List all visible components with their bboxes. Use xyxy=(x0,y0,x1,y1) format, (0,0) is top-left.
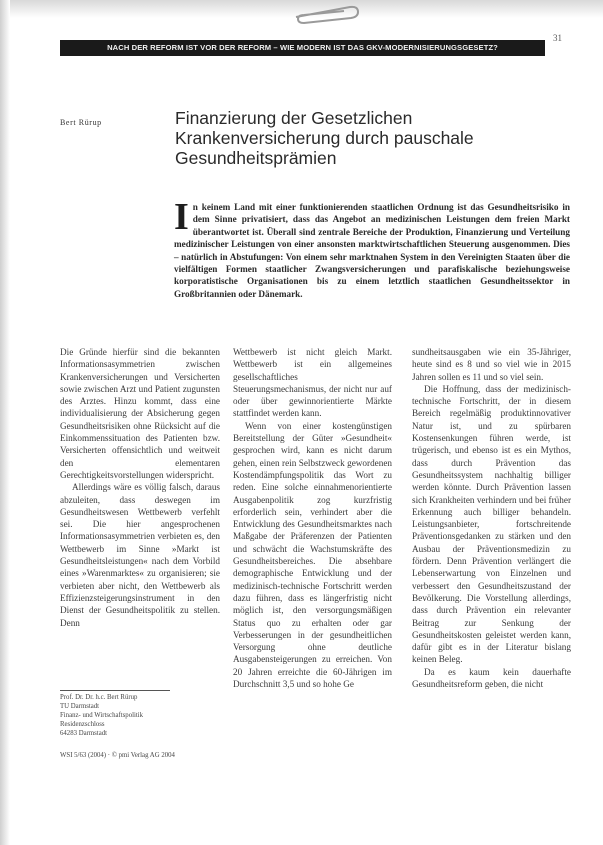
paragraph: Wenn von einer kostengünstigen Bereitstellung der Güter »Gesundheit« gesprochen wird, kann es nicht darum gehen, einen rein Selbstzweck gewordenen Kostendämpfungspolitik das Wort zu reden. Eine solche einnahmenorientierte Ausgabenpolitik zog kurzfristig erforderlich sein, verhindert aber die Entwicklung des Gesundheitsmarktes nach Maßgabe der Präferenzen der Patienten und schwächt die Wachstumskräfte des Gesundheitsbereiches. Die absehbare demographische Entwicklung und der medizinisch-technische Fortschritt werden dazu führen, dass es längerfristig nicht möglich ist, den versorgungsmäßigen Status quo zu erhalten oder gar Verbesserungen in der gesundheitlichen Versorgung ohne deutliche Ausgabensteigerungen zu erreichen. Von 20 Jahren erreichte die 60-Jährigen im Durchschnitt 3,5 und so hohe Ge xyxy=(233,420,392,690)
drop-cap: I xyxy=(174,196,189,238)
body-column-1 xyxy=(60,346,220,629)
affiliation-line: TU Darmstadt xyxy=(60,703,100,710)
paperclip-icon xyxy=(292,3,362,25)
author-affiliation xyxy=(60,693,220,738)
abstract xyxy=(174,196,570,300)
body-column-2 xyxy=(233,346,392,690)
title-line: Gesundheitsprämien xyxy=(175,148,337,168)
title-line: Finanzierung der Gesetzlichen xyxy=(175,108,413,128)
paragraph: Da es kaum kein dauerhafte Gesundheitsreform geben, die nicht xyxy=(412,666,571,690)
paragraph: sundheitsausgaben wie ein 35-Jähriger, heute sind es 8 und so viel wie in 2015 Jahren sollen es 11 und so viel sein. xyxy=(412,347,571,382)
paragraph: Die Hoffnung, dass der medizinisch-technische Fortschritt, der in diesem Bereich regelmäßig produktinnovativer Natur ist, und zu spürbaren Kostensenkungen führen werde, ist trügerisch, und ebenso ist es ein Mythos, dass durch Prävention das Gesundheitssystem nachhaltig billiger werden könnte. Durch Prävention lassen sich Krankheiten verhindern und bei früher Erkennung auch billiger behandeln. Leistungsanbieter, fortschreitende Präventionsgedanken zu stärken und den Ausbau der Präventionsmedizin zu fördern. Denn Prävention verlängert die Lebenserwartung von Einzelnen und verbessert den Gesundheitszustand der Bevölkerung. Die Vorstellung allerdings, dass durch Prävention ein relevanter Beitrag zur Senkung der Gesundheitskosten geleistet werden kann, dafür gibt es in der Literatur bislang keinen Beleg. xyxy=(412,383,571,665)
author-name: Bert Rürup xyxy=(60,118,102,127)
footnote-divider xyxy=(60,690,170,691)
affiliation-line: Residenzschloss xyxy=(60,721,105,728)
article-title xyxy=(175,108,555,168)
body-column-3 xyxy=(412,346,571,690)
page-number: 31 xyxy=(553,33,562,43)
journal-citation: WSI 5/63 (2004) · © pmi Verlag AG 2004 xyxy=(60,752,175,759)
paragraph: Wettbewerb ist nicht gleich Markt. Wettbewerb ist ein allgemeines gesellschaftliches Steuerungsmechanismus, der nicht nur auf oder über gewinnorientierte Märkte stattfindet werden kann. xyxy=(233,347,392,419)
abstract-text: n keinem Land mit einer funktionierenden staatlichen Ordnung ist das Gesundheitsrisiko in dem Sinne privatisiert, dass das Angebot an medizinischen Leistungen dem freien Markt überantwortet ist. Überall sind zentrale Bereiche der Produktion, Finanzierung und Verteilung medizinischer Leistungen von einer ansonsten marktwirtschaftlichen Steuerung ausgenommen. Dies – natürlich in Abstufungen: Von einem sehr marktnahen System in den Vereinigten Staaten über die vielfältigen Formen staatlicher Zwangsversicherungen und parafiskalische beziehungsweise korporatistische Organisationen bis zu einem letztlich staatlichen Gesundheitssektor in Großbritannien oder Dänemark. xyxy=(174,202,570,299)
section-header-banner: NACH DER REFORM IST VOR DER REFORM – WIE MODERN IST DAS GKV-MODERNISIERUNGSGESETZ? xyxy=(60,40,545,56)
title-line: Krankenversicherung durch pauschale xyxy=(175,128,474,148)
paragraph: Allerdings wäre es völlig falsch, daraus abzuleiten, dass deswegen im Gesundheitswesen Wettbewerb verfehlt sei. Die hier angesprochenen Informationsasymmetrien verbieten es, den Wettbewerb im Sinne »Markt ist Gesundheitsleistungen« nach dem Vorbild eines »Warenmarktes« zu organisieren; sie verbieten aber nicht, den Wettbewerb als Effizienzsteigerungsinstrument in den Dienst der Gesundheitspolitik zu stellen. Denn xyxy=(60,482,220,628)
paragraph: Die Gründe hierfür sind die bekannten Informationsasymmetrien zwischen Krankenversicherungen und Versicherten sowie zwischen Arzt und Patient zugunsten des Arztes. Hinzu kommt, dass eine individualisierung der Absicherung gegen Gesundheitsrisiken ohne Rücksicht auf die Einkommenssituation des Patienten bzw. Versicherten offensichtlich und weitweit den elementaren Gerechtigkeitsvorstellungen widerspricht. xyxy=(60,347,220,480)
scan-shadow-left xyxy=(0,0,10,845)
affiliation-line: Prof. Dr. Dr. h.c. Bert Rürup xyxy=(60,694,138,701)
affiliation-line: 64283 Darmstadt xyxy=(60,730,108,737)
affiliation-line: Finanz- und Wirtschaftspolitik xyxy=(60,712,144,719)
